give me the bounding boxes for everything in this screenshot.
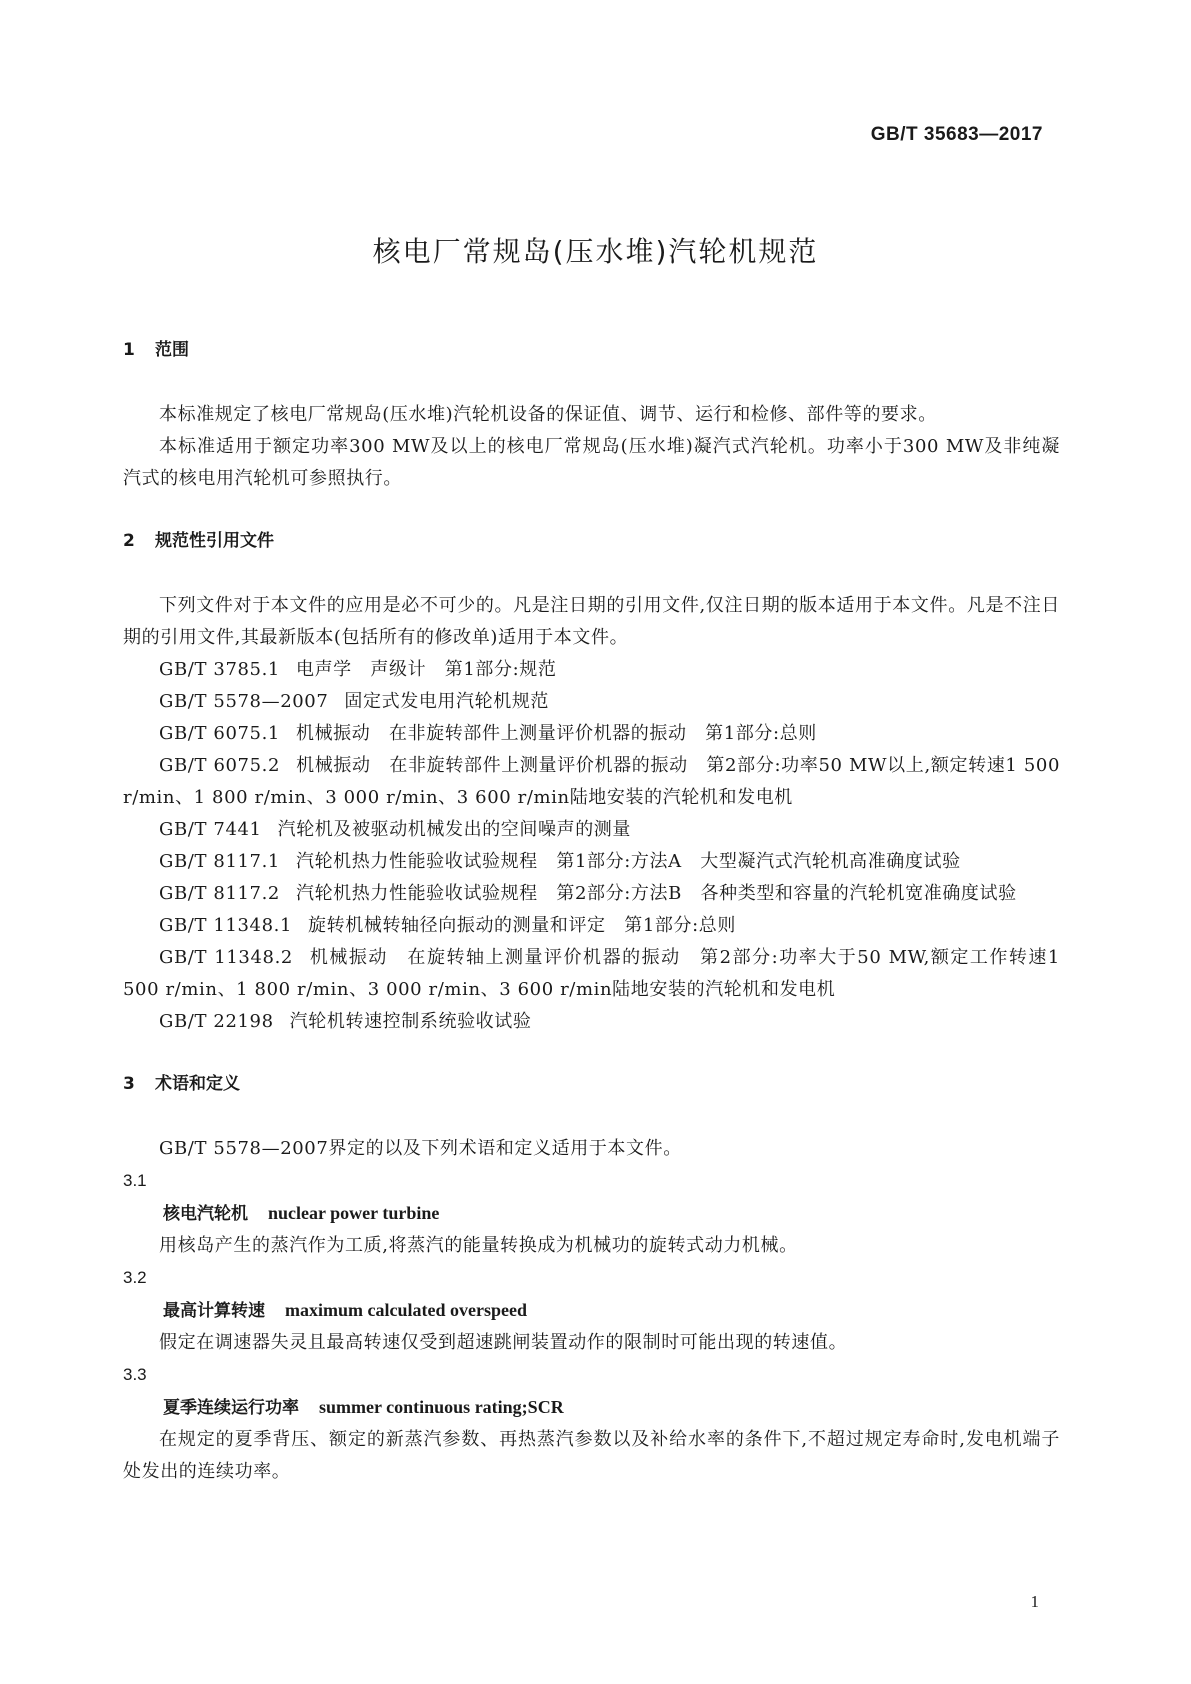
term-definition: 用核岛产生的蒸汽作为工质,将蒸汽的能量转换成为机械功的旋转式动力机械。 xyxy=(159,1235,798,1256)
section-number: 2 xyxy=(123,531,135,551)
reference-item xyxy=(123,878,1060,910)
reference-code: GB/T 5578—2007 xyxy=(159,691,329,712)
reference-item xyxy=(123,942,1060,1006)
section-1-heading xyxy=(123,338,1060,363)
reference-item xyxy=(123,910,1060,942)
term-heading xyxy=(163,1294,1060,1327)
term-heading xyxy=(163,1391,1060,1424)
reference-code: GB/T 3785.1 xyxy=(159,659,280,680)
reference-title: 机械振动 在非旋转部件上测量评价机器的振动 第2部分:功率50 MW以上,额定转速1 500 r/min、1 800 r/min、3 000 r/min、3 600 r/min陆地安装的汽轮机和发电机 xyxy=(123,755,1060,808)
reference-code: GB/T 8117.1 xyxy=(159,851,280,872)
terms-intro: GB/T 5578—2007界定的以及下列术语和定义适用于本文件。 xyxy=(159,1138,682,1159)
reference-code: GB/T 22198 xyxy=(159,1011,274,1032)
reference-item xyxy=(123,1006,1060,1038)
section-title: 范围 xyxy=(155,340,189,360)
term-chinese: 核电汽轮机 xyxy=(163,1204,248,1224)
document-title: 核电厂常规岛(压水堆)汽轮机规范 xyxy=(372,235,819,268)
reference-code: GB/T 6075.1 xyxy=(159,723,280,744)
reference-code: GB/T 11348.1 xyxy=(159,915,293,936)
reference-item xyxy=(123,814,1060,846)
reference-item xyxy=(123,750,1060,814)
term-english: summer continuous rating;SCR xyxy=(319,1397,564,1417)
reference-code: GB/T 6075.2 xyxy=(159,755,281,776)
reference-item xyxy=(123,846,1060,878)
reference-title: 汽轮机及被驱动机械发出的空间噪声的测量 xyxy=(277,819,632,840)
reference-code: GB/T 7441 xyxy=(159,819,262,840)
reference-title: 机械振动 在非旋转部件上测量评价机器的振动 第1部分:总则 xyxy=(295,723,817,744)
reference-code: GB/T 11348.2 xyxy=(159,947,293,968)
term-heading xyxy=(163,1197,1060,1230)
section-3-heading xyxy=(123,1072,1060,1097)
reference-item xyxy=(123,718,1060,750)
reference-title: 电声学 声级计 第1部分:规范 xyxy=(295,659,557,680)
references-intro: 下列文件对于本文件的应用是必不可少的。凡是注日期的引用文件,仅注日期的版本适用于本文件。凡是不注日期的引用文件,其最新版本(包括所有的修改单)适用于本文件。 xyxy=(123,595,1060,648)
reference-item xyxy=(123,654,1060,686)
term-number: 3.3 xyxy=(123,1365,147,1384)
section-title: 规范性引用文件 xyxy=(155,531,274,551)
document-body xyxy=(123,338,1060,1488)
reference-title: 汽轮机转速控制系统验收试验 xyxy=(289,1011,532,1032)
standard-code: GB/T 35683—2017 xyxy=(870,124,1043,145)
page-number: 1 xyxy=(1030,1592,1039,1611)
term-number: 3.2 xyxy=(123,1268,147,1287)
scope-paragraph: 本标准适用于额定功率300 MW及以上的核电厂常规岛(压水堆)凝汽式汽轮机。功率小于300 MW及非纯凝汽式的核电用汽轮机可参照执行。 xyxy=(123,436,1060,489)
term-english: nuclear power turbine xyxy=(268,1203,440,1223)
reference-title: 汽轮机热力性能验收试验规程 第2部分:方法B 各种类型和容量的汽轮机宽准确度试验 xyxy=(295,883,1017,904)
section-title: 术语和定义 xyxy=(155,1074,240,1094)
section-2-heading xyxy=(123,529,1060,554)
reference-code: GB/T 8117.2 xyxy=(159,883,280,904)
section-number: 1 xyxy=(123,340,135,360)
term-chinese: 最高计算转速 xyxy=(163,1301,265,1321)
reference-title: 旋转机械转轴径向振动的测量和评定 第1部分:总则 xyxy=(308,915,736,936)
term-definition: 假定在调速器失灵且最高转速仅受到超速跳闸装置动作的限制时可能出现的转速值。 xyxy=(159,1332,848,1353)
term-definition: 在规定的夏季背压、额定的新蒸汽参数、再热蒸汽参数以及补给水率的条件下,不超过规定寿命时,发电机端子处发出的连续功率。 xyxy=(123,1429,1060,1482)
scope-paragraph: 本标准规定了核电厂常规岛(压水堆)汽轮机设备的保证值、调节、运行和检修、部件等的要求。 xyxy=(159,404,937,425)
reference-title: 固定式发电用汽轮机规范 xyxy=(344,691,550,712)
reference-item xyxy=(123,686,1060,718)
section-number: 3 xyxy=(123,1074,135,1094)
reference-title: 汽轮机热力性能验收试验规程 第1部分:方法A 大型凝汽式汽轮机高准确度试验 xyxy=(295,851,961,872)
term-number: 3.1 xyxy=(123,1171,147,1190)
reference-title: 机械振动 在旋转轴上测量评价机器的振动 第2部分:功率大于50 MW,额定工作转速1 500 r/min、1 800 r/min、3 000 r/min、3 600 r/min陆地安装的汽轮机和发电机 xyxy=(123,947,1060,1000)
term-english: maximum calculated overspeed xyxy=(285,1300,527,1320)
term-chinese: 夏季连续运行功率 xyxy=(163,1398,299,1418)
